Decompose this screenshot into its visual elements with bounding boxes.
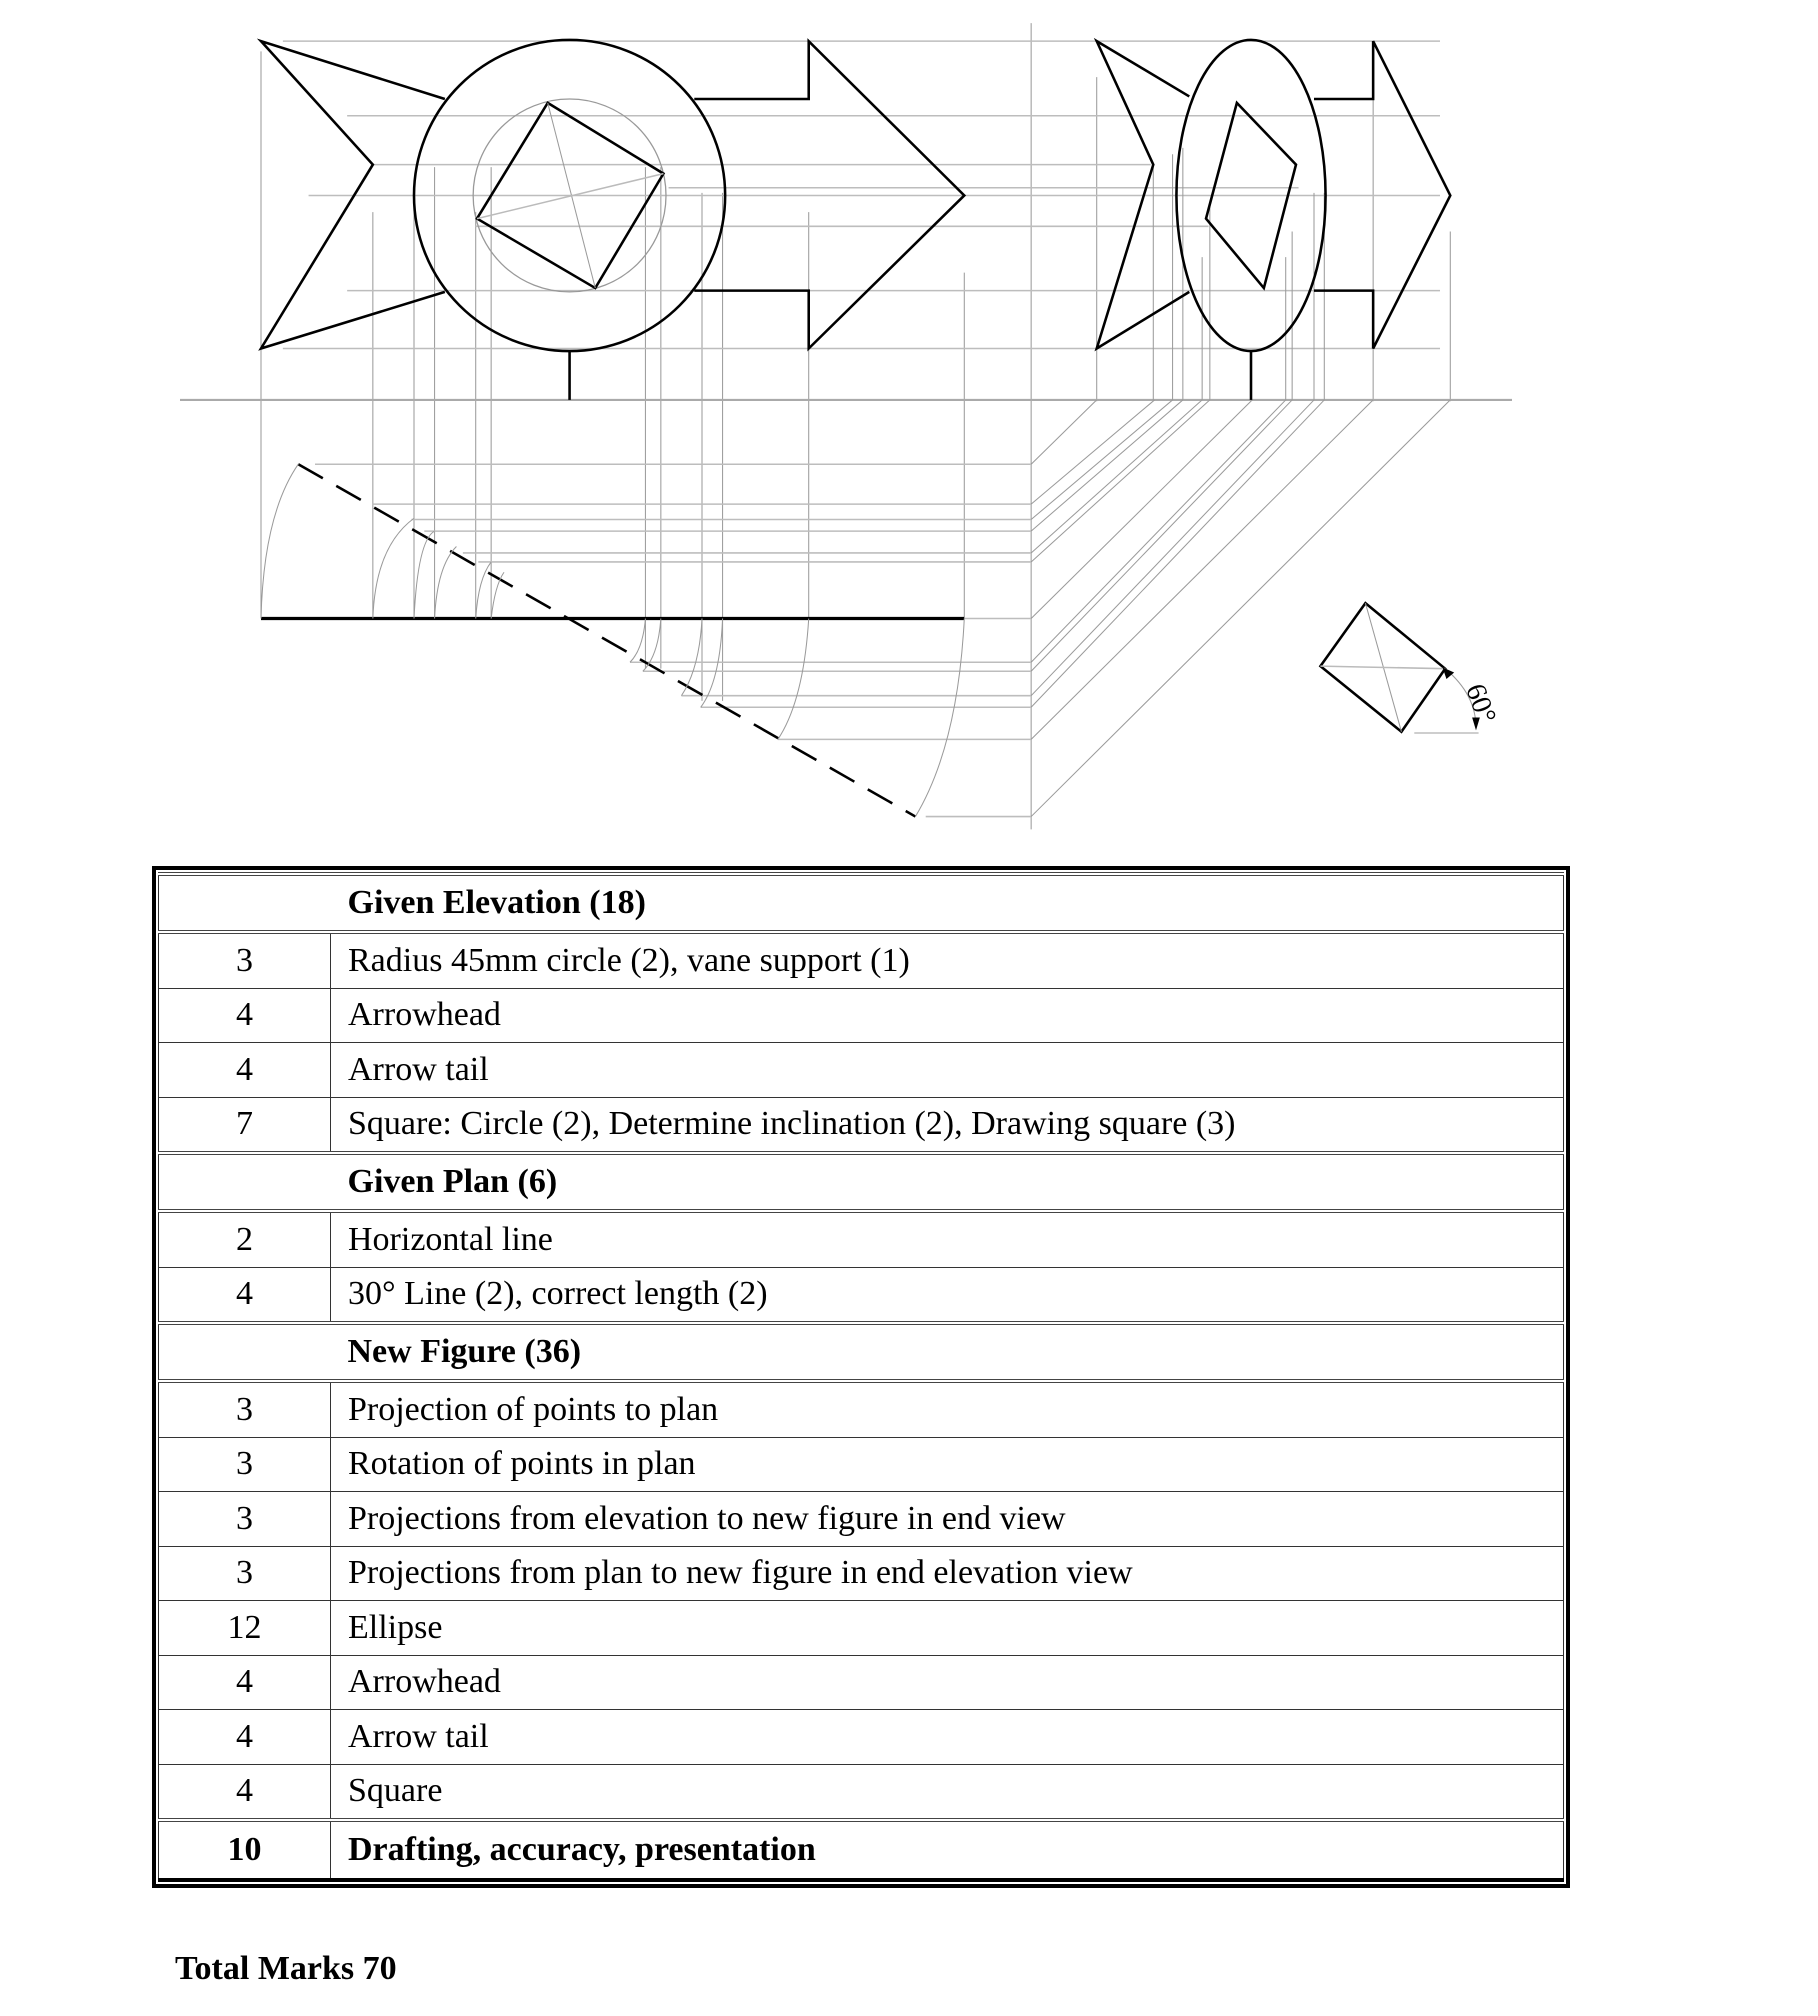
marks-cell: 4	[159, 1764, 331, 1820]
table-row	[159, 1764, 1564, 1820]
marks-cell: 4	[159, 1267, 331, 1323]
table-row	[159, 988, 1564, 1043]
marks-cell: 3	[159, 932, 331, 988]
projection-drawing-svg	[0, 0, 1818, 850]
end-elevation-new-figure	[1097, 40, 1451, 400]
total-marks: Total Marks 70	[175, 1950, 397, 1987]
item-cell: Projections from elevation to new figure in end view	[331, 1492, 1564, 1547]
marks-cell: 3	[159, 1492, 331, 1547]
marks-cell: 3	[159, 1381, 331, 1437]
table-row	[159, 932, 1564, 988]
item-cell: Arrow tail	[331, 1043, 1564, 1098]
section-title: New Figure (36)	[331, 1323, 1564, 1381]
table-row	[159, 1097, 1564, 1153]
item-cell: Arrowhead	[331, 988, 1564, 1043]
item-cell: Ellipse	[331, 1601, 1564, 1656]
marks-cell: 3	[159, 1437, 331, 1492]
marks-cell: 12	[159, 1601, 331, 1656]
inclination-square	[1320, 603, 1501, 733]
end-view-construction-lines	[1153, 148, 1324, 400]
item-cell: Arrowhead	[331, 1655, 1564, 1710]
item-cell: Square: Circle (2), Determine inclination (2), Drawing square (3)	[331, 1097, 1564, 1153]
table-row	[159, 1492, 1564, 1547]
table-row	[159, 1267, 1564, 1323]
section-header-row	[159, 874, 1564, 932]
marks-cell: 3	[159, 1546, 331, 1601]
item-cell: Projection of points to plan	[331, 1381, 1564, 1437]
table-row	[159, 1601, 1564, 1656]
construction-lines	[261, 23, 1450, 829]
section-title: Given Elevation (18)	[331, 874, 1564, 932]
given-plan	[261, 464, 964, 816]
final-row	[159, 1820, 1564, 1880]
technical-drawing	[0, 0, 1818, 850]
table-row	[159, 1381, 1564, 1437]
table-row	[159, 1546, 1564, 1601]
item-cell: Radius 45mm circle (2), vane support (1)	[331, 932, 1564, 988]
table-row	[159, 1710, 1564, 1765]
section-title: Given Plan (6)	[331, 1153, 1564, 1211]
table-row	[159, 1437, 1564, 1492]
item-cell: Arrow tail	[331, 1710, 1564, 1765]
marks-cell: 4	[159, 988, 331, 1043]
marks-cell: 2	[159, 1211, 331, 1267]
marks-cell: 4	[159, 1655, 331, 1710]
transfer-lines	[1031, 400, 1450, 817]
marks-cell: 4	[159, 1710, 331, 1765]
marks-cell: 10	[159, 1820, 331, 1880]
section-header-row	[159, 1323, 1564, 1381]
item-cell: 30° Line (2), correct length (2)	[331, 1267, 1564, 1323]
item-cell: Rotation of points in plan	[331, 1437, 1564, 1492]
marking-scheme-table	[152, 866, 1570, 1888]
given-elevation	[261, 40, 964, 400]
marks-cell: 7	[159, 1097, 331, 1153]
horizontal-construction-lines	[180, 41, 1512, 400]
plan-projection-lines	[315, 464, 1031, 816]
table-row	[159, 1211, 1564, 1267]
item-cell: Drafting, accuracy, presentation	[331, 1820, 1564, 1880]
table-row	[159, 1655, 1564, 1710]
table-row	[159, 1043, 1564, 1098]
item-cell: Horizontal line	[331, 1211, 1564, 1267]
section-header-row	[159, 1153, 1564, 1211]
marks-cell: 4	[159, 1043, 331, 1098]
item-cell: Projections from plan to new figure in end elevation view	[331, 1546, 1564, 1601]
item-cell: Square	[331, 1764, 1564, 1820]
angle-label: 60°	[1459, 679, 1502, 728]
